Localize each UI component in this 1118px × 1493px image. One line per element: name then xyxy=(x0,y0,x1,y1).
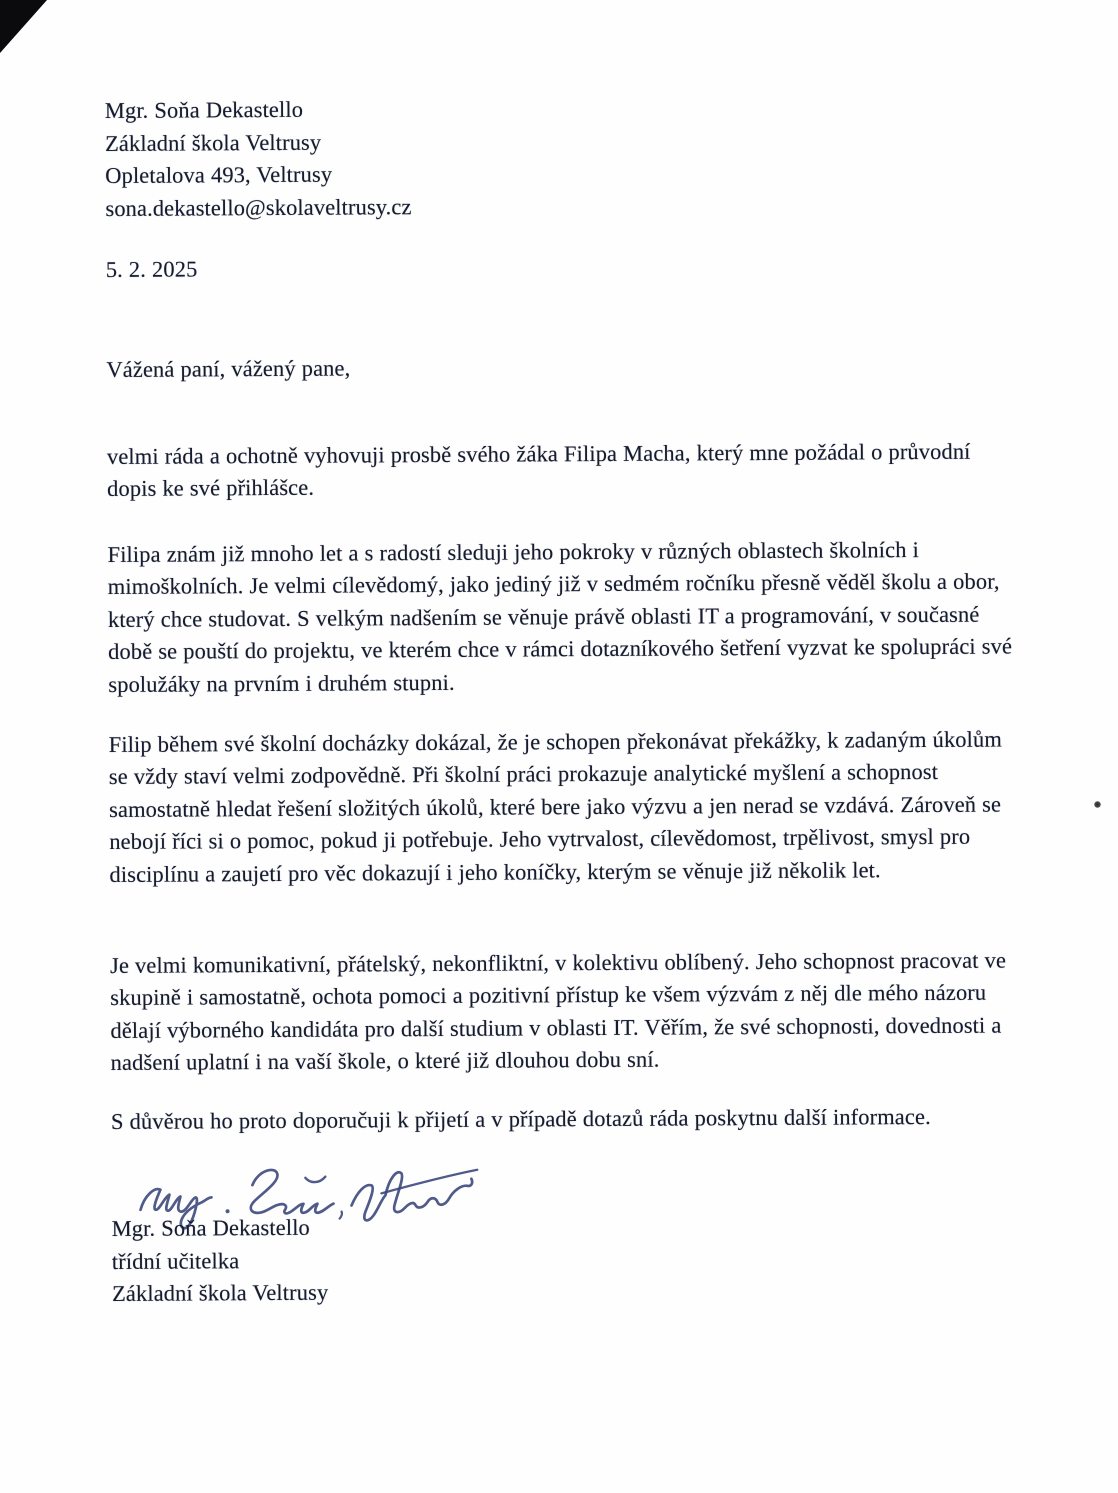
sender-address: Opletalova 493, Veltrusy xyxy=(105,161,333,188)
scan-speck-artifact xyxy=(1094,801,1101,808)
paragraph-work-ethic: Filip během své školní docházky dokázal, že je schopen překonávat překážky, k zadaným úkolům se vždy staví velmi zodpovědně. Při školní práci prokazuje analytické myšlení a schopnost samostatně hledat řešení složitých úkolů, které bere jako výzvu a jen nerad se vzdává. Zároveň se nebojí říci si o pomoc, pokud ji potřebuje. Jeho vytrvalost, cílevědomost, trpělivost, smysl pro disciplínu a zaujetí pro věc dokazují i jeho koníčky, kterým se věnuje již několik let. xyxy=(108,726,1002,887)
sender-header xyxy=(105,89,1024,225)
letter-date: 5. 2. 2025 xyxy=(105,256,198,282)
paragraph-intro: velmi ráda a ochotně vyhovuji prosbě svého žáka Filipa Macha, který mne požádal o průvodní dopis ke své přihlášce. xyxy=(106,438,971,501)
signature-block xyxy=(112,1207,1031,1310)
paragraph-personality: Je velmi komunikativní, přátelský, nekonfliktní, v kolektivu oblíbený. Jeho schopnost pracovat ve skupině i samostatně, ochota pomoci a pozitivní přístup ke všem výzvám z něj dle mého názoru dělají výborného kandidáta pro další studium v oblasti IT. Věřím, že své schopnosti, dovednosti a nadšení uplatní i na vaší škole, o které již dlouhou dobu sní. xyxy=(109,947,1007,1075)
paragraph-student-background: Filipa znám již mnoho let a s radostí sleduji jeho pokroky v různých oblastech školních i mimoškolních. Je velmi cílevědomý, jako jediný již v sedmém ročníku přesně věděl školu a obor, který chce studovat. S velkým nadšením se věnuje právě oblasti IT a programování, v současné době se pouští do projektu, ve kterém chce v rámci dotazníkového šetření vyzvat ke spolupráci své spolužáky na prvním i druhém stupni. xyxy=(107,536,1013,697)
sender-email: sona.dekastello@skolaveltrusy.cz xyxy=(105,193,412,221)
signatory-name: Mgr. Soňa Dekastello xyxy=(111,1214,310,1241)
salutation: Vážená paní, vážený pane, xyxy=(106,355,351,382)
signatory-title: třídní učitelka xyxy=(111,1247,240,1274)
sender-school: Základní škola Veltrusy xyxy=(104,129,322,156)
paragraph-recommendation: S důvěrou ho proto doporučuji k přijetí a v případě dotazů ráda poskytnu další informace. xyxy=(110,1103,931,1134)
sender-name: Mgr. Soňa Dekastello xyxy=(104,96,304,124)
signatory-school: Základní škola Veltrusy xyxy=(111,1279,329,1306)
